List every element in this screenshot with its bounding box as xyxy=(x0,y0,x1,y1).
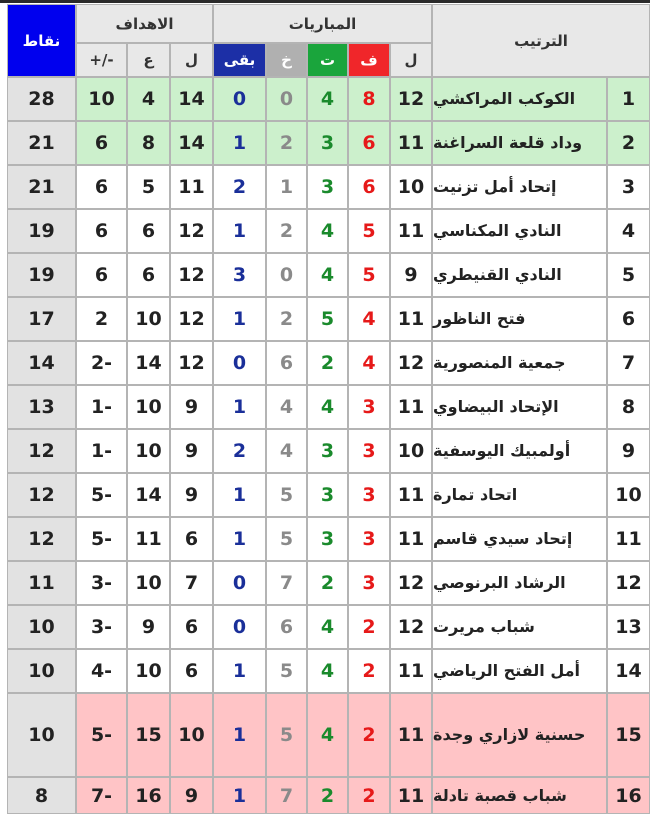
goals-for-cell: 6 xyxy=(170,517,213,561)
remaining-cell: 2 xyxy=(213,429,266,473)
drawn-cell: 4 xyxy=(307,209,348,253)
rank-cell: 13 xyxy=(607,605,650,649)
rank-cell: 12 xyxy=(607,561,650,605)
drawn-cell: 3 xyxy=(307,165,348,209)
lost-cell: 5 xyxy=(266,473,307,517)
points-cell: 8 xyxy=(7,777,76,814)
lost-cell: 2 xyxy=(266,209,307,253)
team-name-cell: إتحاد أمل تزنيت xyxy=(432,165,607,209)
goal-diff-cell: 3- xyxy=(76,561,127,605)
points-header: نقاط xyxy=(7,4,76,77)
drawn-cell: 2 xyxy=(307,777,348,814)
points-cell: 19 xyxy=(7,209,76,253)
team-name-cell: الإتحاد البيضاوي xyxy=(432,385,607,429)
lost-cell: 2 xyxy=(266,297,307,341)
goals-for-cell: 11 xyxy=(170,165,213,209)
lost-cell: 2 xyxy=(266,121,307,165)
team-name-cell: حسنية لازاري وجدة xyxy=(432,693,607,777)
lost-cell: 6 xyxy=(266,605,307,649)
played-cell: 11 xyxy=(390,385,432,429)
drawn-cell: 4 xyxy=(307,385,348,429)
goal-diff-cell: 1- xyxy=(76,385,127,429)
remaining-cell: 1 xyxy=(213,385,266,429)
remaining-cell: 2 xyxy=(213,165,266,209)
rank-cell: 11 xyxy=(607,517,650,561)
goals-against-cell: 11 xyxy=(127,517,170,561)
drawn-cell: 4 xyxy=(307,693,348,777)
goal-diff-cell: 2- xyxy=(76,341,127,385)
remaining-cell: 1 xyxy=(213,297,266,341)
rank-cell: 5 xyxy=(607,253,650,297)
goals-header: الاهداف xyxy=(76,4,213,43)
remaining-cell: 1 xyxy=(213,517,266,561)
goal-diff-cell: 3- xyxy=(76,605,127,649)
goal-diff-cell: 5- xyxy=(76,473,127,517)
team-name-cell: النادي القنيطري xyxy=(432,253,607,297)
drawn-cell: 4 xyxy=(307,77,348,121)
goal-diff-cell: 6 xyxy=(76,121,127,165)
goal-diff-header: +/- xyxy=(76,43,127,77)
team-name-cell: النادي المكناسي xyxy=(432,209,607,253)
goals-against-cell: 16 xyxy=(127,777,170,814)
remaining-cell: 0 xyxy=(213,605,266,649)
goal-diff-cell: 5- xyxy=(76,693,127,777)
goal-diff-cell: 6 xyxy=(76,209,127,253)
goals-against-cell: 8 xyxy=(127,121,170,165)
points-cell: 17 xyxy=(7,297,76,341)
drawn-cell: 4 xyxy=(307,253,348,297)
top-border xyxy=(0,0,650,3)
goals-for-cell: 6 xyxy=(170,649,213,693)
lost-header: خ xyxy=(266,43,307,77)
played-cell: 12 xyxy=(390,341,432,385)
won-cell: 3 xyxy=(348,517,390,561)
goals-for-header: ل xyxy=(170,43,213,77)
won-cell: 3 xyxy=(348,561,390,605)
drawn-cell: 3 xyxy=(307,429,348,473)
won-cell: 6 xyxy=(348,121,390,165)
points-cell: 11 xyxy=(7,561,76,605)
goal-diff-cell: 10 xyxy=(76,77,127,121)
won-cell: 8 xyxy=(348,77,390,121)
won-cell: 6 xyxy=(348,165,390,209)
played-cell: 12 xyxy=(390,77,432,121)
won-cell: 4 xyxy=(348,341,390,385)
goal-diff-cell: 4- xyxy=(76,649,127,693)
remaining-cell: 1 xyxy=(213,693,266,777)
remaining-cell: 1 xyxy=(213,473,266,517)
won-cell: 2 xyxy=(348,693,390,777)
drawn-cell: 2 xyxy=(307,561,348,605)
lost-cell: 0 xyxy=(266,77,307,121)
won-cell: 3 xyxy=(348,385,390,429)
goal-diff-cell: 7- xyxy=(76,777,127,814)
goals-for-cell: 14 xyxy=(170,121,213,165)
points-cell: 14 xyxy=(7,341,76,385)
drawn-cell: 5 xyxy=(307,297,348,341)
goals-against-cell: 15 xyxy=(127,693,170,777)
played-cell: 11 xyxy=(390,693,432,777)
played-cell: 11 xyxy=(390,297,432,341)
lost-cell: 4 xyxy=(266,385,307,429)
goals-for-cell: 12 xyxy=(170,253,213,297)
goal-diff-cell: 5- xyxy=(76,517,127,561)
points-cell: 12 xyxy=(7,429,76,473)
rank-cell: 1 xyxy=(607,77,650,121)
points-cell: 28 xyxy=(7,77,76,121)
won-cell: 5 xyxy=(348,209,390,253)
goals-against-cell: 14 xyxy=(127,341,170,385)
drawn-cell: 2 xyxy=(307,341,348,385)
goal-diff-cell: 2 xyxy=(76,297,127,341)
goals-for-cell: 7 xyxy=(170,561,213,605)
points-cell: 21 xyxy=(7,165,76,209)
drawn-cell: 3 xyxy=(307,121,348,165)
team-name-cell: شباب قصبة تادلة xyxy=(432,777,607,814)
played-cell: 11 xyxy=(390,209,432,253)
lost-cell: 1 xyxy=(266,165,307,209)
played-cell: 9 xyxy=(390,253,432,297)
lost-cell: 7 xyxy=(266,561,307,605)
played-cell: 12 xyxy=(390,605,432,649)
rank-cell: 6 xyxy=(607,297,650,341)
lost-cell: 4 xyxy=(266,429,307,473)
won-cell: 2 xyxy=(348,777,390,814)
goal-diff-cell: 6 xyxy=(76,165,127,209)
goals-against-cell: 10 xyxy=(127,649,170,693)
goals-for-cell: 9 xyxy=(170,385,213,429)
team-name-cell: أولمبيك اليوسفية xyxy=(432,429,607,473)
won-cell: 5 xyxy=(348,253,390,297)
rank-header: الترتيب xyxy=(432,4,650,77)
goals-for-cell: 9 xyxy=(170,429,213,473)
points-cell: 10 xyxy=(7,693,76,777)
drawn-cell: 4 xyxy=(307,605,348,649)
won-cell: 2 xyxy=(348,605,390,649)
goal-diff-cell: 6 xyxy=(76,253,127,297)
goals-for-cell: 9 xyxy=(170,777,213,814)
drawn-cell: 3 xyxy=(307,517,348,561)
remaining-cell: 0 xyxy=(213,341,266,385)
lost-cell: 5 xyxy=(266,693,307,777)
goal-diff-cell: 1- xyxy=(76,429,127,473)
goals-against-cell: 10 xyxy=(127,429,170,473)
played-cell: 10 xyxy=(390,165,432,209)
goals-against-cell: 10 xyxy=(127,297,170,341)
goals-for-cell: 10 xyxy=(170,693,213,777)
rank-cell: 8 xyxy=(607,385,650,429)
points-cell: 10 xyxy=(7,649,76,693)
goals-against-cell: 9 xyxy=(127,605,170,649)
played-cell: 11 xyxy=(390,121,432,165)
played-cell: 11 xyxy=(390,649,432,693)
team-name-cell: وداد قلعة السراغنة xyxy=(432,121,607,165)
team-name-cell: أمل الفتح الرياضي xyxy=(432,649,607,693)
played-cell: 10 xyxy=(390,429,432,473)
remaining-cell: 0 xyxy=(213,77,266,121)
goals-against-cell: 6 xyxy=(127,209,170,253)
goals-against-header: ع xyxy=(127,43,170,77)
goals-for-cell: 9 xyxy=(170,473,213,517)
team-name-cell: جمعية المنصورية xyxy=(432,341,607,385)
drawn-header: ت xyxy=(307,43,348,77)
remaining-cell: 3 xyxy=(213,253,266,297)
rank-cell: 9 xyxy=(607,429,650,473)
points-cell: 13 xyxy=(7,385,76,429)
goals-against-cell: 5 xyxy=(127,165,170,209)
played-header: ل xyxy=(390,43,432,77)
rank-cell: 16 xyxy=(607,777,650,814)
won-cell: 3 xyxy=(348,473,390,517)
rank-cell: 3 xyxy=(607,165,650,209)
team-name-cell: الرشاد البرنوصي xyxy=(432,561,607,605)
won-header: ف xyxy=(348,43,390,77)
played-cell: 11 xyxy=(390,473,432,517)
rank-cell: 10 xyxy=(607,473,650,517)
won-cell: 3 xyxy=(348,429,390,473)
matches-header: المباريات xyxy=(213,4,432,43)
remaining-cell: 1 xyxy=(213,209,266,253)
team-name-cell: اتحاد تمارة xyxy=(432,473,607,517)
goals-for-cell: 6 xyxy=(170,605,213,649)
drawn-cell: 4 xyxy=(307,649,348,693)
goals-for-cell: 12 xyxy=(170,341,213,385)
goals-for-cell: 14 xyxy=(170,77,213,121)
remaining-cell: 0 xyxy=(213,561,266,605)
goals-against-cell: 10 xyxy=(127,561,170,605)
goals-against-cell: 4 xyxy=(127,77,170,121)
rank-cell: 15 xyxy=(607,693,650,777)
rank-cell: 14 xyxy=(607,649,650,693)
team-name-cell: شباب مريرت xyxy=(432,605,607,649)
goals-for-cell: 12 xyxy=(170,297,213,341)
goals-for-cell: 12 xyxy=(170,209,213,253)
rank-cell: 4 xyxy=(607,209,650,253)
remaining-header: بقى xyxy=(213,43,266,77)
team-name-cell: إتحاد سيدي قاسم xyxy=(432,517,607,561)
goals-against-cell: 14 xyxy=(127,473,170,517)
lost-cell: 5 xyxy=(266,649,307,693)
rank-cell: 7 xyxy=(607,341,650,385)
goals-against-cell: 6 xyxy=(127,253,170,297)
goals-against-cell: 10 xyxy=(127,385,170,429)
drawn-cell: 3 xyxy=(307,473,348,517)
lost-cell: 5 xyxy=(266,517,307,561)
remaining-cell: 1 xyxy=(213,121,266,165)
team-name-cell: فتح الناظور xyxy=(432,297,607,341)
won-cell: 2 xyxy=(348,649,390,693)
lost-cell: 0 xyxy=(266,253,307,297)
points-cell: 12 xyxy=(7,517,76,561)
rank-cell: 2 xyxy=(607,121,650,165)
lost-cell: 7 xyxy=(266,777,307,814)
points-cell: 21 xyxy=(7,121,76,165)
remaining-cell: 1 xyxy=(213,649,266,693)
remaining-cell: 1 xyxy=(213,777,266,814)
points-cell: 10 xyxy=(7,605,76,649)
played-cell: 11 xyxy=(390,517,432,561)
points-cell: 12 xyxy=(7,473,76,517)
played-cell: 11 xyxy=(390,777,432,814)
points-cell: 19 xyxy=(7,253,76,297)
played-cell: 12 xyxy=(390,561,432,605)
won-cell: 4 xyxy=(348,297,390,341)
lost-cell: 6 xyxy=(266,341,307,385)
team-name-cell: الكوكب المراكشي xyxy=(432,77,607,121)
